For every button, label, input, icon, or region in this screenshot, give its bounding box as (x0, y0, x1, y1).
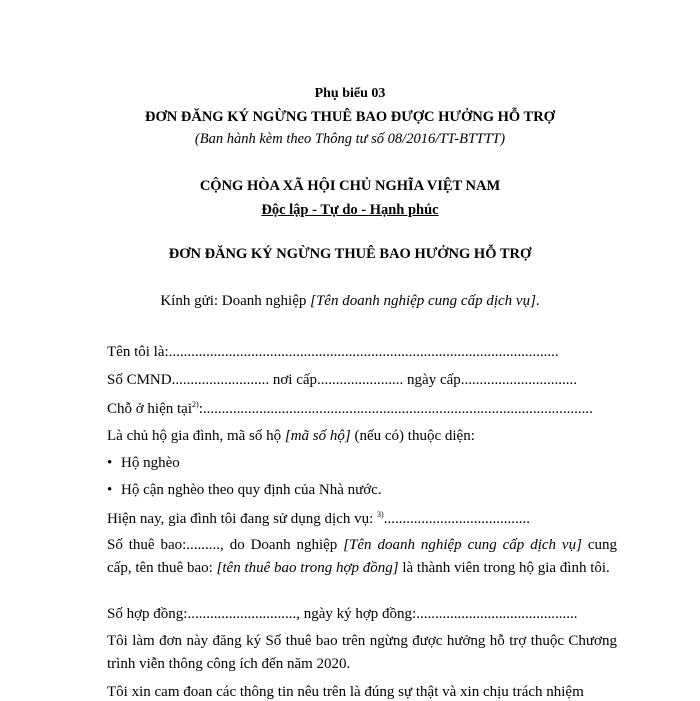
household-text-a: Là chủ hộ gia đình, mã số hộ (107, 428, 285, 444)
option-near-poor-label: Hộ cận nghèo theo quy định của Nhà nước. (121, 482, 382, 498)
contract-date-dots: ........................................... (416, 606, 578, 622)
household-line (107, 428, 619, 445)
id-fill-dots: ......................... (175, 372, 270, 388)
issued-place-dots: ....................... (317, 372, 404, 388)
motto-text: Độc lập - Tự do - Hạnh phúc (261, 202, 439, 218)
subscriber-text-a: Số thuê bao:........., do Doanh nghiệp (107, 537, 344, 553)
subscriber-paragraph (107, 534, 617, 580)
salutation (0, 293, 700, 310)
service-field (107, 510, 619, 528)
service-label: Hiện nay, gia đình tôi đang sử dụng dịch vụ: (107, 511, 378, 527)
contract-label: Số hợp đồng: (107, 606, 188, 622)
subscriber-text-c: là thành viên trong hộ gia đình tôi. (398, 560, 610, 576)
provider-placeholder: [Tên doanh nghiệp cung cấp dịch vụ] (343, 537, 582, 553)
issued-date-dots: ............................... (460, 372, 578, 388)
residence-label: Chỗ ở hiện tại (107, 401, 193, 417)
id-label: Số CMND. (107, 372, 176, 388)
name-fill-dots: ........................................................................................................ (168, 344, 559, 360)
commitment-paragraph: Tôi xin cam đoan các thông tin nêu trên là đúng sự thật và xin chịu trách nhiệm (107, 684, 584, 700)
residence-fill-dots: :........................................................................................................ (198, 401, 593, 417)
national-motto (0, 202, 700, 219)
household-code-placeholder: [mã số hộ] (284, 428, 351, 444)
issued-date-label: ngày cấp (403, 372, 461, 388)
appendix-label: Phụ biểu 03 (314, 86, 386, 101)
contract-field (107, 606, 619, 623)
option-near-poor (107, 482, 619, 499)
issued-place-label: nơi cấp (269, 372, 318, 388)
service-footnote: 3) (377, 510, 384, 519)
legal-reference: (Ban hành kèm theo Thông tư số 08/2016/TT-BTTTT) (194, 131, 506, 147)
id-field (107, 372, 619, 389)
salutation-prefix: Kính gửi: Doanh nghiệp (160, 293, 311, 309)
household-text-b: (nếu có) thuộc diện: (350, 428, 475, 444)
residence-field (107, 400, 619, 418)
request-paragraph: Tôi làm đơn này đăng ký Số thuê bao trên ngừng được hưởng hỗ trợ thuộc Chương trình viễn thông công ích đến năm 2020. (107, 633, 617, 672)
bullet-icon: • (107, 482, 113, 498)
subscriber-name-placeholder: [tên thuê bao trong hợp đồng] (216, 560, 399, 576)
option-poor-label: Hộ nghèo (121, 455, 180, 471)
name-label: Tên tôi là: (107, 344, 169, 360)
option-poor (107, 455, 619, 472)
main-title: ĐƠN ĐĂNG KÝ NGỪNG THUÊ BAO HƯỞNG HỖ TRỢ (168, 246, 532, 262)
name-field (107, 344, 619, 361)
contract-number-dots: ............................. (187, 606, 297, 622)
subscriber-text-b: cung cấp, tên thuê bao: (107, 537, 617, 576)
national-title: CỘNG HÒA XÃ HỘI CHỦ NGHĨA VIỆT NAM (199, 178, 501, 194)
salutation-suffix: . (535, 293, 540, 309)
contract-date-label: , ngày ký hợp đồng: (296, 606, 417, 622)
service-fill-dots: ....................................... (383, 511, 530, 527)
salutation-placeholder: [Tên doanh nghiệp cung cấp dịch vụ] (310, 293, 536, 309)
residence-footnote: 2) (192, 400, 199, 409)
bullet-icon: • (107, 455, 113, 471)
form-title: ĐƠN ĐĂNG KÝ NGỪNG THUÊ BAO ĐƯỢC HƯỞNG HỖ TRỢ (145, 109, 555, 125)
